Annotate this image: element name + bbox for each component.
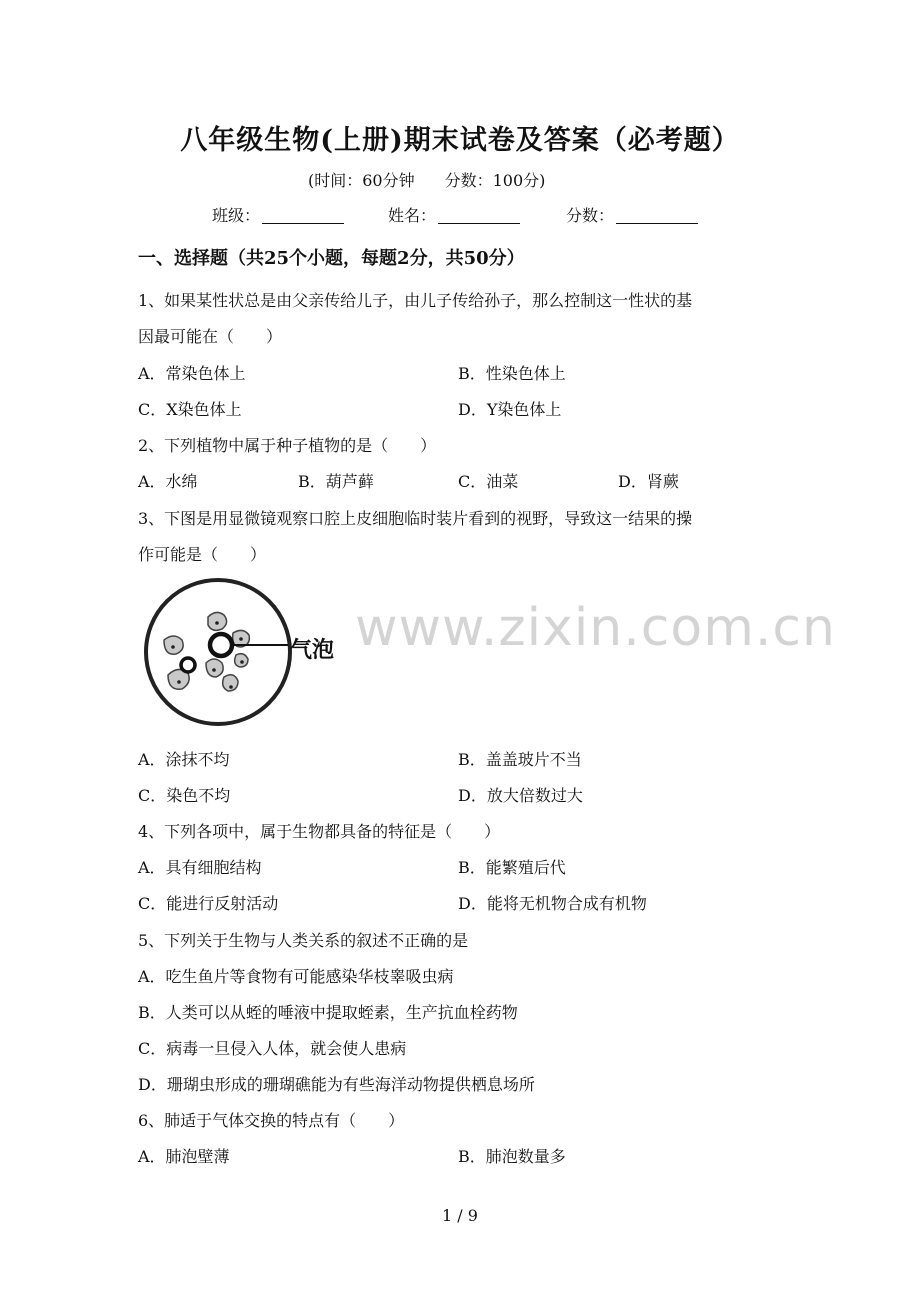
q3-stem-1: 3、下图是用显微镜观察口腔上皮细胞临时装片看到的视野，导致这一结果的操 [138,509,693,528]
q6-option-b: B．肺泡数量多 [458,1147,566,1166]
q1-option-a: A．常染色体上 [138,364,246,383]
score-field [566,203,698,226]
q3-option-d: D．放大倍数过大 [458,786,583,805]
q5-option-a: A．吃生鱼片等食物有可能感染华枝睾吸虫病 [138,967,454,986]
q4-option-c: C．能进行反射活动 [138,894,279,913]
q4-option-b: B．能繁殖后代 [458,858,566,877]
class-blank[interactable] [262,207,344,224]
exam-total-score: 分数：100分) [444,171,546,190]
q2-option-b: B．葫芦藓 [298,472,374,491]
cell [164,636,183,654]
q1-option-d: D．Y染色体上 [458,400,562,419]
q2-option-c: C．油菜 [458,472,519,491]
q4-stem: 4、下列各项中，属于生物都具备的特征是（ ） [138,822,501,841]
exam-time: (时间：60分钟 [308,171,415,190]
q5-option-c: C．病毒一旦侵入人体，就会使人患病 [138,1039,407,1058]
exam-info [308,168,545,191]
q3-stem-2: 作可能是（ ） [138,545,267,564]
class-field [212,203,344,226]
cell [206,659,223,677]
section-title: 一、选择题（共25个小题，每题2分，共50分） [138,248,525,269]
score-blank[interactable] [616,207,698,224]
bubble-label: 气泡 [290,637,335,663]
q5-option-b: B．人类可以从蛭的唾液中提取蛭素，生产抗血栓药物 [138,1003,518,1022]
q4-option-d: D．能将无机物合成有机物 [458,894,647,913]
epithelial-cells [164,612,249,691]
q3-option-a: A．涂抹不均 [138,750,230,769]
page-number: 1 / 9 [442,1206,478,1225]
q2-option-d: D．肾蕨 [618,472,679,491]
name-blank[interactable] [438,207,520,224]
class-label: 班级： [212,206,261,225]
watermark: www.zixin.com.cn [355,598,836,658]
q6-stem: 6、肺适于气体交换的特点有（ ） [138,1111,405,1130]
q5-option-d: D．珊瑚虫形成的珊瑚礁能为有些海洋动物提供栖息场所 [138,1075,535,1094]
q2-option-a: A．水绵 [138,472,198,491]
q1-option-c: C．X染色体上 [138,400,242,419]
q1-option-b: B．性染色体上 [458,364,566,383]
small-air-bubble [181,658,195,672]
score-label: 分数： [566,206,615,225]
name-label: 姓名： [388,206,437,225]
page-title: 八年级生物(上册)期末试卷及答案（必考题） [180,125,740,156]
name-field [388,203,520,226]
microscope-field-figure [138,575,358,730]
large-air-bubble [210,634,232,656]
q4-option-a: A．具有细胞结构 [138,858,262,877]
q1-stem-1: 1、如果某性状总是由父亲传给儿子，由儿子传给孙子，那么控制这一性状的基 [138,291,693,310]
q1-stem-2: 因最可能在（ ） [138,327,283,346]
q3-option-b: B．盖盖玻片不当 [458,750,582,769]
q5-stem: 5、下列关于生物与人类关系的叙述不正确的是 [138,931,469,950]
q2-stem: 2、下列植物中属于种子植物的是（ ） [138,436,437,455]
q3-option-c: C．染色不均 [138,786,231,805]
q6-option-a: A．肺泡壁薄 [138,1147,230,1166]
